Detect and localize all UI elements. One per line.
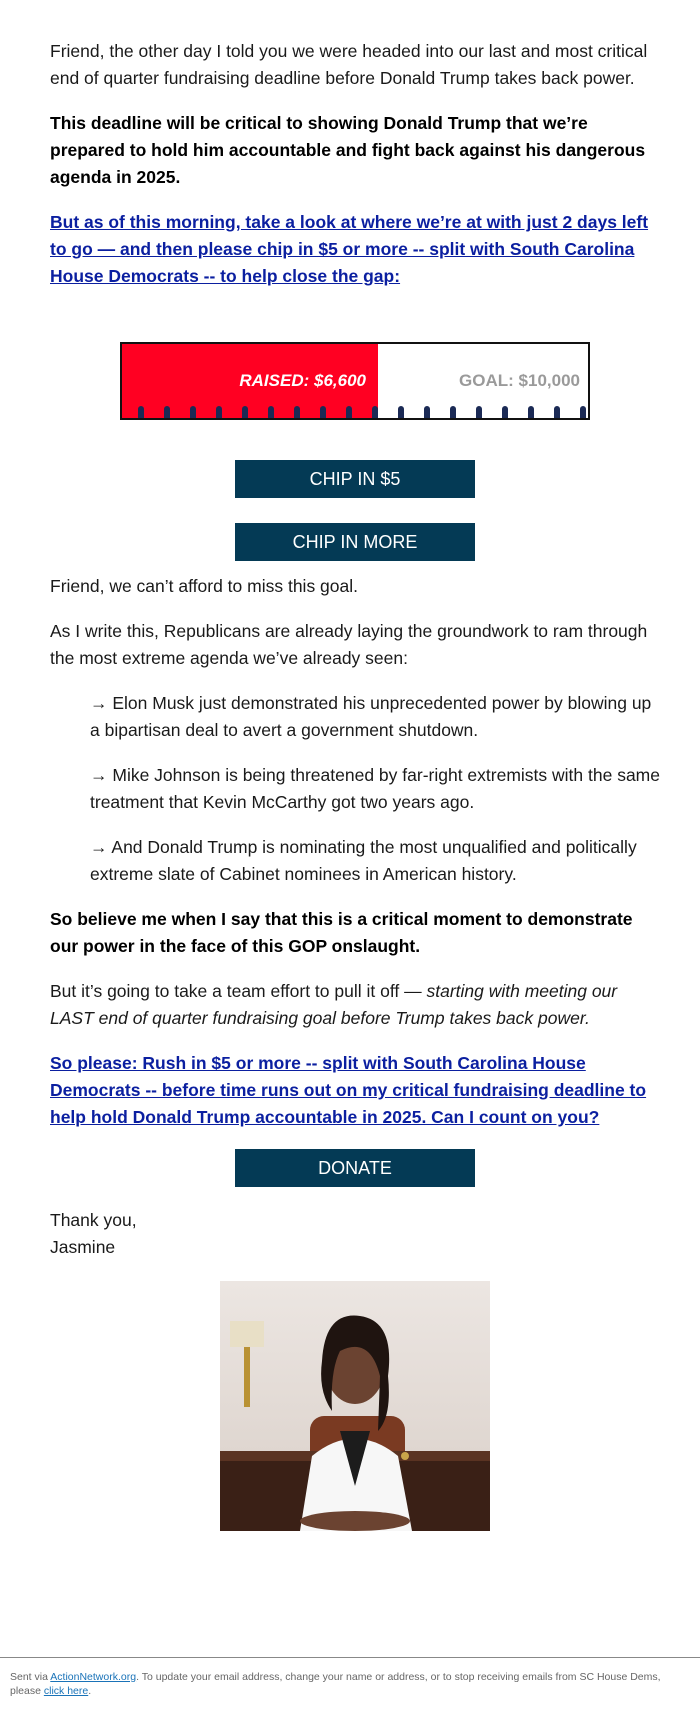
progress-tick bbox=[424, 406, 430, 418]
email-body bbox=[50, 38, 660, 1531]
bullet-item: → And Donald Trump is nominating the most unqualified and politically extreme slate of Cabinet nominees in American history. bbox=[90, 837, 637, 884]
progress-bar-frame bbox=[120, 342, 590, 420]
bullet-item: → Elon Musk just demonstrated his unprecedented power by blowing up a bipartisan deal to avert a government shutdown. bbox=[90, 693, 652, 740]
progress-tick bbox=[190, 406, 196, 418]
intro-paragraph: Friend, the other day I told you we were headed into our last and most critical end of quarter fundraising deadline before Donald Trump takes back power. bbox=[50, 41, 648, 88]
footer-suffix: . bbox=[88, 1685, 92, 1697]
progress-tick bbox=[528, 406, 534, 418]
signoff: Thank you, bbox=[50, 1210, 137, 1230]
progress-tick bbox=[242, 406, 248, 418]
groundwork-paragraph: As I write this, Republicans are already laying the groundwork to ram through the most extreme agenda we’ve already seen: bbox=[50, 621, 648, 668]
team-effort-italic: starting with meeting our LAST end of quarter fundraising goal before Trump takes back power. bbox=[50, 981, 618, 1028]
progress-tick bbox=[346, 406, 352, 418]
team-effort-text: But it’s going to take a team effort to pull it off — bbox=[50, 981, 427, 1001]
progress-tick bbox=[476, 406, 482, 418]
footer-prefix: Sent via bbox=[10, 1671, 51, 1683]
actionnetwork-link[interactable]: ActionNetwork.org bbox=[50, 1671, 137, 1683]
signature: Jasmine bbox=[50, 1237, 116, 1257]
progress-tick bbox=[268, 406, 274, 418]
afford-paragraph: Friend, we can’t afford to miss this goal. bbox=[50, 576, 359, 596]
progress-tick bbox=[216, 406, 222, 418]
portrait-photo bbox=[220, 1281, 490, 1531]
bullet-list bbox=[50, 690, 660, 888]
progress-ticks bbox=[122, 404, 588, 418]
progress-tick bbox=[450, 406, 456, 418]
rush-in-link[interactable]: So please: Rush in $5 or more -- split with South Carolina House Democrats -- before time runs out on my critical fundraising deadline to help hold Donald Trump accountable in 2025. Can I count on you? bbox=[50, 1053, 647, 1127]
progress-tick bbox=[502, 406, 508, 418]
progress-tick bbox=[554, 406, 560, 418]
chip-in-5-button[interactable]: CHIP IN $5 bbox=[235, 460, 475, 498]
progress-tick bbox=[580, 406, 586, 418]
donate-button[interactable]: DONATE bbox=[235, 1149, 475, 1187]
progress-tick bbox=[138, 406, 144, 418]
progress-tick bbox=[294, 406, 300, 418]
unsubscribe-link[interactable]: click here bbox=[43, 1685, 89, 1697]
goal-label: GOAL: $10,000 bbox=[459, 371, 580, 390]
deadline-bold-paragraph: This deadline will be critical to showing Donald Trump that we’re prepared to hold him accountable and fight back against his dangerous agenda in 2025. bbox=[50, 113, 646, 187]
chip-in-more-button[interactable]: CHIP IN MORE bbox=[235, 523, 475, 561]
chip-in-link-top[interactable]: But as of this morning, take a look at where we’re at with just 2 days left to go — and then please chip in $5 or more -- split with South Carolina House Democrats -- to help close the gap: bbox=[50, 212, 649, 286]
team-effort-paragraph bbox=[50, 978, 660, 1032]
progress-tick bbox=[320, 406, 326, 418]
progress-tick bbox=[164, 406, 170, 418]
progress-tick bbox=[398, 406, 404, 418]
footer-middle: . To update your email address, change your name or address, or to stop receiving emails from SC House Dems, please bbox=[10, 1671, 661, 1697]
raised-label: RAISED: $6,600 bbox=[239, 371, 366, 390]
progress-bar bbox=[120, 342, 590, 420]
email-footer bbox=[0, 1657, 700, 1698]
progress-tick bbox=[372, 406, 378, 418]
critical-moment-paragraph: So believe me when I say that this is a critical moment to demonstrate our power in the face of this GOP onslaught. bbox=[50, 909, 633, 956]
bullet-item: → Mike Johnson is being threatened by far-right extremists with the same treatment that Kevin McCarthy got two years ago. bbox=[90, 765, 660, 812]
